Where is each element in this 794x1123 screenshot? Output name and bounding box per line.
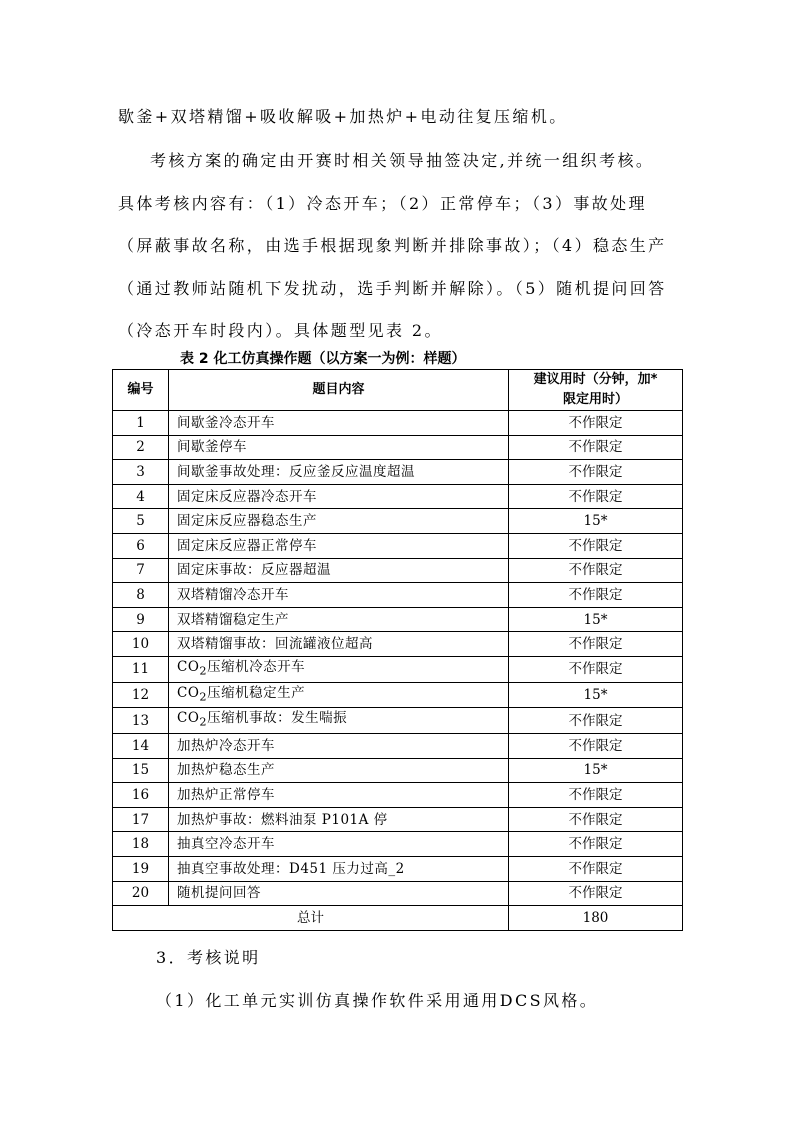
row-number: 4 (113, 484, 169, 509)
row-content: 固定床反应器稳态生产 (169, 509, 509, 534)
total-label: 总计 (113, 906, 509, 931)
row-time: 不作限定 (509, 856, 683, 881)
intro-line-1: 歇釜+双塔精馏+吸收解吸+加热炉+电动往复压缩机。 (118, 107, 568, 126)
intro-line-5: （通过教师站随机下发扰动，选手判断并解除）。（5）随机提问回答 (118, 279, 667, 298)
section-item-1: （1）化工单元实训仿真操作软件采用通用DCS风格。 (156, 991, 599, 1010)
table-caption: 表 2 化工仿真操作题（以方案一为例：样题） (180, 351, 466, 367)
table-header-row (113, 370, 683, 411)
header-time-line2: 限定用时） (562, 392, 628, 407)
row-time: 不作限定 (509, 411, 683, 436)
row-content: 加热炉冷态开车 (169, 734, 509, 759)
row-number: 5 (113, 509, 169, 534)
row-number: 3 (113, 460, 169, 485)
row-number: 2 (113, 435, 169, 460)
intro-line-2: 考核方案的确定由开赛时相关领导抽签决定,并统一组织考核。 (150, 151, 655, 170)
row-number: 12 (113, 682, 169, 708)
table-row (113, 533, 683, 558)
row-time: 不作限定 (509, 656, 683, 682)
row-number: 19 (113, 856, 169, 881)
row-time: 不作限定 (509, 807, 683, 832)
row-number: 18 (113, 832, 169, 857)
co2-subscript: 2 (199, 716, 208, 729)
co2-prefix: CO (177, 710, 200, 727)
row-content: 固定床反应器冷态开车 (169, 484, 509, 509)
row-time: 不作限定 (509, 460, 683, 485)
row-time: 不作限定 (509, 881, 683, 906)
row-number: 16 (113, 783, 169, 808)
row-content: 双塔精馏事故：回流罐液位超高 (169, 632, 509, 657)
table-row (113, 607, 683, 632)
table-row (113, 435, 683, 460)
row-content (169, 708, 509, 734)
row-number: 6 (113, 533, 169, 558)
intro-line-6: （冷态开车时段内）。具体题型见表 2。 (118, 321, 443, 340)
row-content: 抽真空事故处理：D451 压力过高_2 (169, 856, 509, 881)
row-number: 10 (113, 632, 169, 657)
row-content: 间歇釜事故处理：反应釜反应温度超温 (169, 460, 509, 485)
row-time: 不作限定 (509, 708, 683, 734)
intro-line-3: 具体考核内容有：（1）冷态开车；（2）正常停车；（3）事故处理 (118, 194, 647, 213)
table-row (113, 411, 683, 436)
row-content (169, 656, 509, 682)
row-time: 不作限定 (509, 832, 683, 857)
row-number: 13 (113, 708, 169, 734)
header-time (509, 370, 683, 411)
co2-prefix: CO (177, 684, 200, 701)
row-content: 加热炉事故：燃料油泵 P101A 停 (169, 807, 509, 832)
table-row (113, 460, 683, 485)
row-content (169, 682, 509, 708)
row-time: 不作限定 (509, 632, 683, 657)
row-time: 不作限定 (509, 533, 683, 558)
total-value: 180 (509, 906, 683, 931)
header-content: 题目内容 (169, 370, 509, 411)
table-row (113, 484, 683, 509)
table-row (113, 656, 683, 682)
table-total-row (113, 906, 683, 931)
table-row (113, 708, 683, 734)
table-row (113, 832, 683, 857)
row-content-text: 压缩机冷态开车 (207, 658, 306, 675)
row-number: 14 (113, 734, 169, 759)
row-time: 不作限定 (509, 734, 683, 759)
row-content: 随机提问回答 (169, 881, 509, 906)
co2-subscript: 2 (199, 690, 208, 704)
row-number: 9 (113, 607, 169, 632)
question-table (112, 369, 683, 931)
table-row (113, 583, 683, 608)
row-time: 15* (509, 607, 683, 632)
header-number: 编号 (113, 370, 169, 411)
row-time: 15* (509, 682, 683, 708)
row-number: 1 (113, 411, 169, 436)
row-time: 不作限定 (509, 435, 683, 460)
row-content: 固定床反应器正常停车 (169, 533, 509, 558)
row-time: 15* (509, 758, 683, 783)
row-number: 8 (113, 583, 169, 608)
row-content-text: 压缩机事故：发生喘振 (207, 710, 348, 727)
table-row (113, 758, 683, 783)
row-time: 不作限定 (509, 558, 683, 583)
intro-line-4: （屏蔽事故名称，由选手根据现象判断并排除事故）；（4）稳态生产 (118, 236, 667, 255)
co2-subscript: 2 (199, 664, 208, 678)
row-content-text: 压缩机稳定生产 (207, 684, 306, 701)
row-time: 15* (509, 509, 683, 534)
header-time-line1: 建议用时（分钟，加* (533, 372, 658, 387)
row-time: 不作限定 (509, 583, 683, 608)
row-content: 加热炉正常停车 (169, 783, 509, 808)
table-row (113, 558, 683, 583)
row-time: 不作限定 (509, 484, 683, 509)
row-content: 双塔精馏稳定生产 (169, 607, 509, 632)
table-row (113, 509, 683, 534)
table-row (113, 783, 683, 808)
table-row (113, 682, 683, 708)
row-number: 17 (113, 807, 169, 832)
row-number: 11 (113, 656, 169, 682)
table-row (113, 632, 683, 657)
row-content: 固定床事故：反应器超温 (169, 558, 509, 583)
row-content: 加热炉稳态生产 (169, 758, 509, 783)
table-row (113, 734, 683, 759)
row-number: 7 (113, 558, 169, 583)
row-content: 间歇釜停车 (169, 435, 509, 460)
row-number: 20 (113, 881, 169, 906)
table-row (113, 856, 683, 881)
table-row (113, 881, 683, 906)
row-content: 抽真空冷态开车 (169, 832, 509, 857)
table-row (113, 807, 683, 832)
row-content: 双塔精馏冷态开车 (169, 583, 509, 608)
co2-prefix: CO (177, 658, 200, 675)
section-heading: 3．考核说明 (156, 948, 261, 967)
row-time: 不作限定 (509, 783, 683, 808)
row-content: 间歇釜冷态开车 (169, 411, 509, 436)
row-number: 15 (113, 758, 169, 783)
